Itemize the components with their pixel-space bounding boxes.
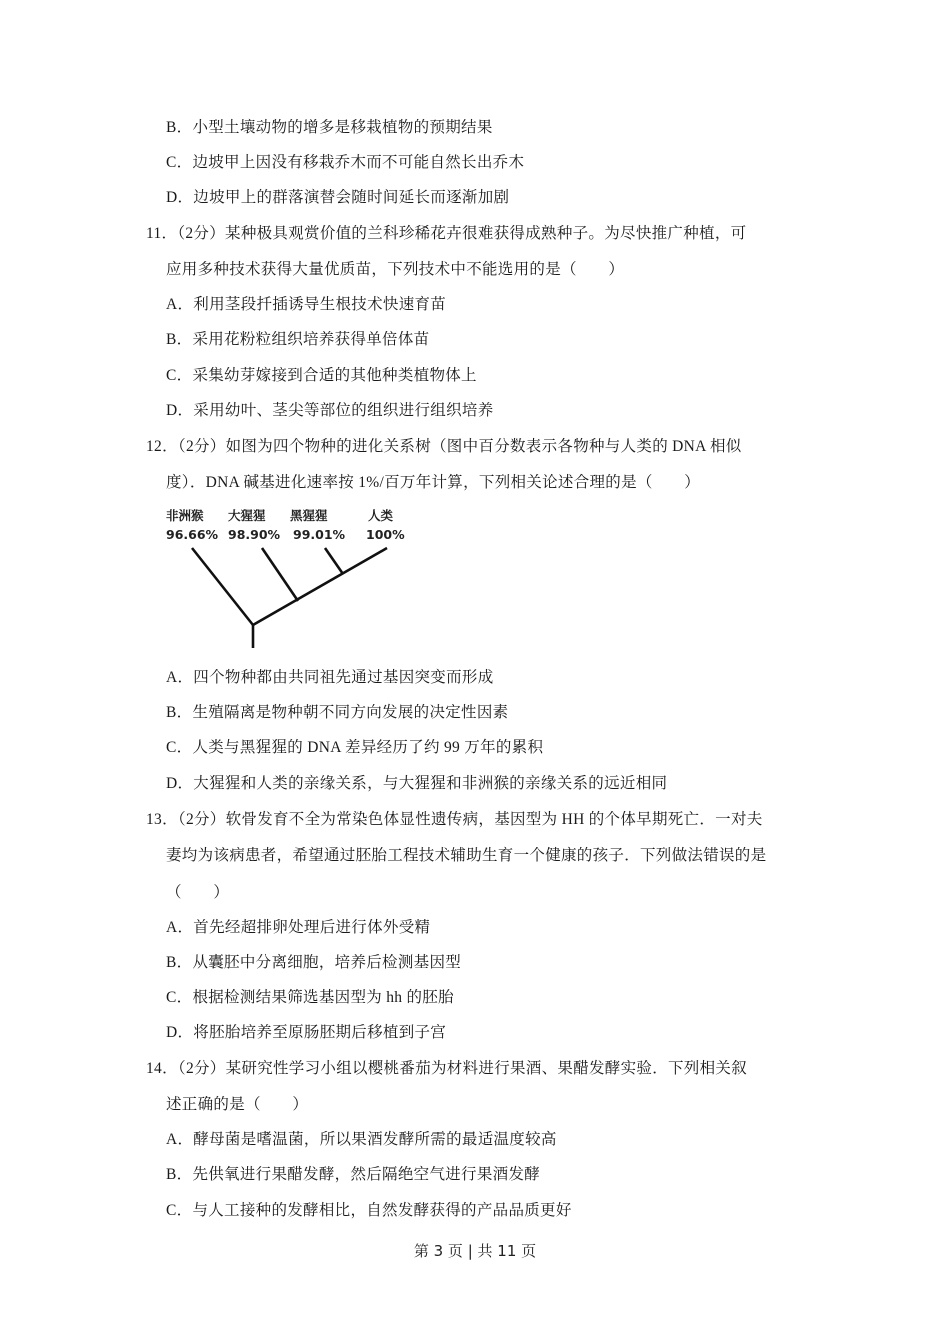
species-name-gorilla: 大猩猩 [228, 508, 266, 523]
species-similarity-human: 100% [366, 527, 405, 542]
q13-option-c: C．根据检测结果筛选基因型为 hh 的胚胎 [166, 989, 454, 1006]
q12-option-c: C．人类与黑猩猩的 DNA 差异经历了约 99 万年的累积 [166, 739, 544, 756]
q13-option-d: D．将胚胎培养至原肠胚期后移植到子宫 [166, 1024, 447, 1041]
q10-option-b: B．小型土壤动物的增多是移栽植物的预期结果 [166, 119, 493, 136]
species-similarity-african-monkey: 96.66% [166, 527, 219, 542]
q13-option-b: B．从囊胚中分离细胞，培养后检测基因型 [166, 954, 462, 971]
q14-option-a: A．酵母菌是嗜温菌，所以果酒发酵所需的最适温度较高 [166, 1131, 557, 1148]
q11-option-c: C．采集幼芽嫁接到合适的其他种类植物体上 [166, 367, 477, 384]
q13-stem-line2: 妻均为该病患者，希望通过胚胎工程技术辅助生育一个健康的孩子．下列做法错误的是 [166, 847, 767, 864]
q11-option-d: D．采用幼叶、茎尖等部位的组织进行组织培养 [166, 402, 494, 419]
page-number-footer: 第 3 页 | 共 11 页 [413, 1242, 537, 1260]
q14-stem-line2: 述正确的是（ ） [166, 1096, 309, 1113]
species-name-chimpanzee: 黑猩猩 [290, 508, 328, 523]
q12-option-a: A．四个物种都由共同祖先通过基因突变而形成 [166, 669, 494, 686]
q13-stem-line1: 13．（2分）软骨发育不全为常染色体显性遗传病，基因型为 HH 的个体早期死亡．一对夫 [146, 811, 763, 828]
q11-option-b: B．采用花粉粒组织培养获得单倍体苗 [166, 331, 430, 348]
q10-option-c: C．边坡甲上因没有移栽乔木而不可能自然长出乔木 [166, 154, 525, 171]
species-similarity-chimpanzee: 99.01% [293, 527, 346, 542]
species-similarity-gorilla: 98.90% [228, 527, 281, 542]
q11-stem-line1: 11．（2分）某种极具观赏价值的兰科珍稀花卉很难获得成熟种子。为尽快推广种植，可 [146, 225, 747, 242]
evolution-tree-figure [160, 500, 430, 660]
q14-option-c: C．与人工接种的发酵相比，自然发酵获得的产品品质更好 [166, 1202, 572, 1219]
q11-stem-line2: 应用多种技术获得大量优质苗，下列技术中不能选用的是（ ） [166, 261, 625, 278]
phylogenetic-tree-lines [160, 500, 430, 660]
q12-stem-line2: 度）．DNA 碱基进化速率按 1%/百万年计算，下列相关论述合理的是（ ） [166, 474, 701, 491]
q12-option-d: D．大猩猩和人类的亲缘关系，与大猩猩和非洲猴的亲缘关系的远近相同 [166, 775, 668, 792]
q14-stem-line1: 14．（2分）某研究性学习小组以樱桃番茄为材料进行果酒、果醋发酵实验．下列相关叙 [146, 1060, 748, 1077]
q12-stem-line1: 12．（2分）如图为四个物种的进化关系树（图中百分数表示各物种与人类的 DNA 相似 [146, 438, 742, 455]
species-name-african-monkey: 非洲猴 [166, 508, 204, 523]
q10-option-d: D．边坡甲上的群落演替会随时间延长而逐渐加剧 [166, 189, 510, 206]
q13-option-a: A．首先经超排卵处理后进行体外受精 [166, 919, 431, 936]
q12-option-b: B．生殖隔离是物种朝不同方向发展的决定性因素 [166, 704, 509, 721]
q13-stem-line3: （ ） [166, 884, 230, 901]
q11-option-a: A．利用茎段扦插诱导生根技术快速育苗 [166, 296, 447, 313]
q14-option-b: B．先供氧进行果醋发酵，然后隔绝空气进行果酒发酵 [166, 1166, 541, 1183]
species-name-human: 人类 [368, 508, 394, 523]
